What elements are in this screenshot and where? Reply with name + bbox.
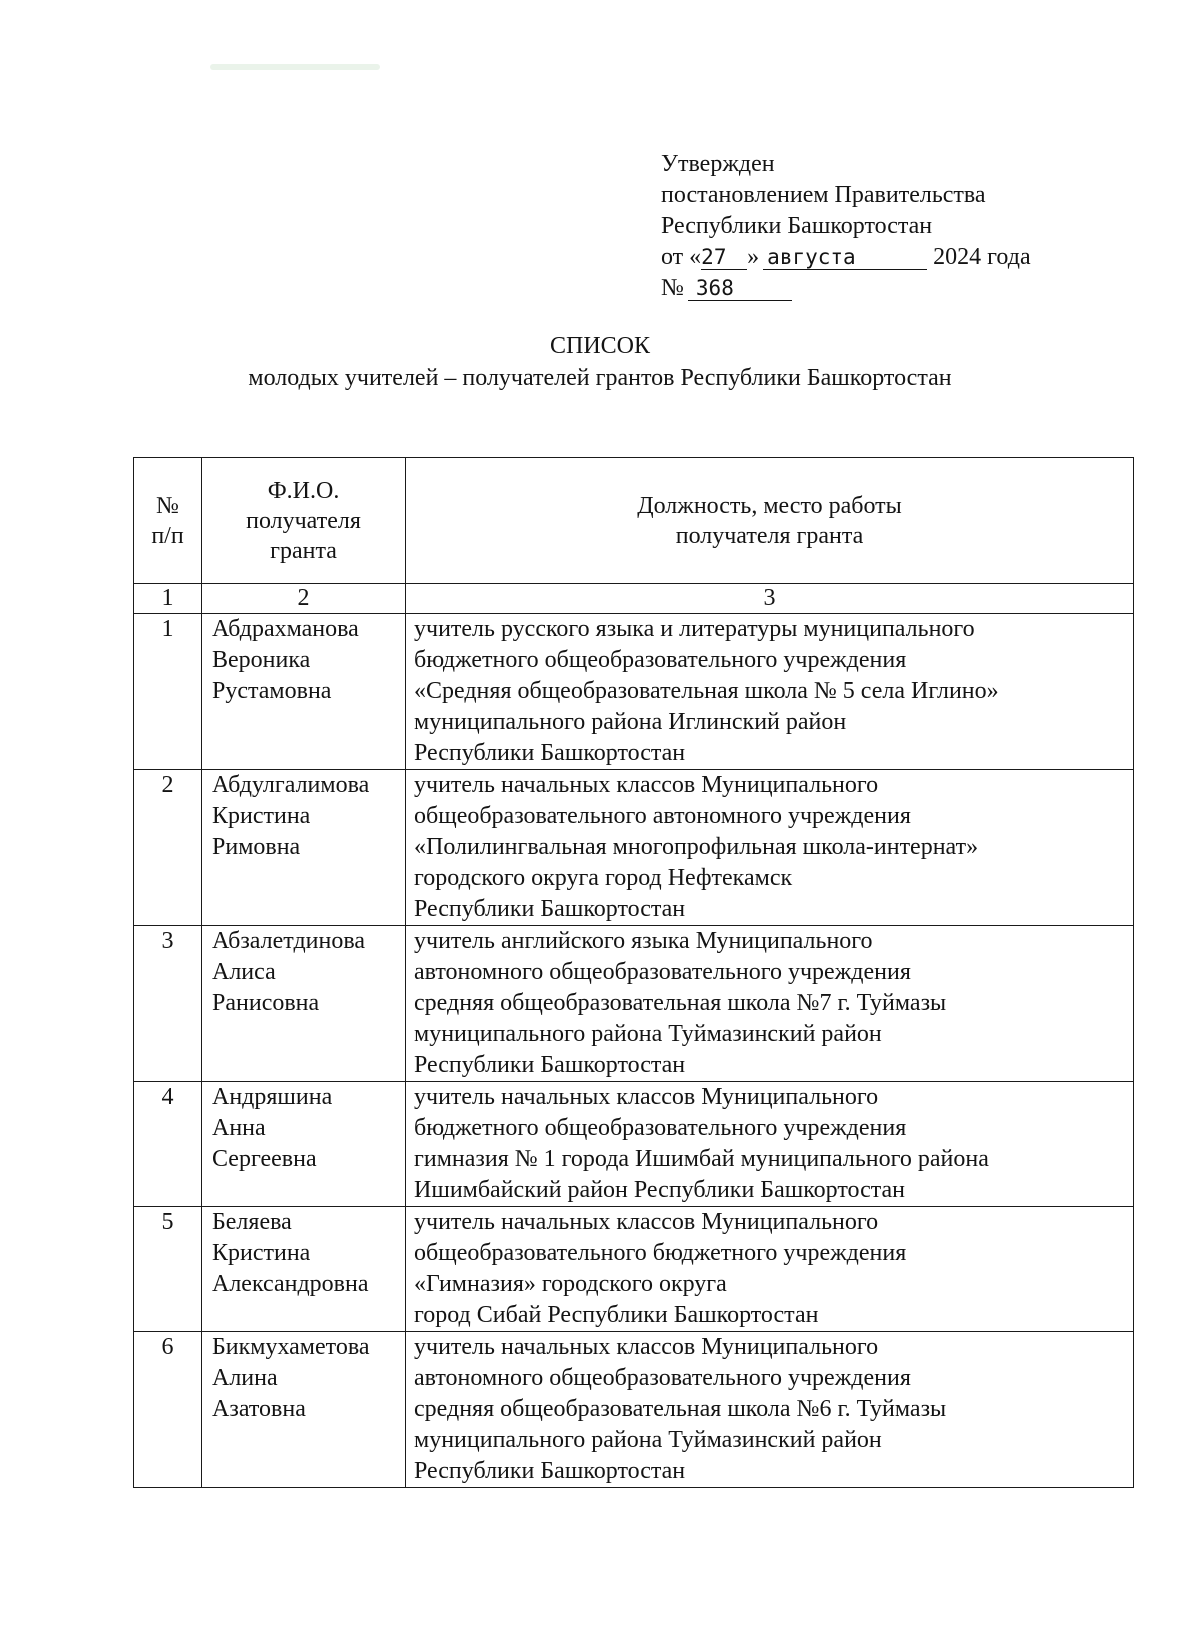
approval-date-line (661, 242, 1121, 273)
recipient-name-line: Бикмухаметова (212, 1334, 370, 1360)
approval-line-2: постановлением Правительства (661, 182, 986, 208)
row-number: 5 (134, 1207, 202, 1332)
grants-table (133, 457, 1134, 1488)
document-subtitle: молодых учителей – получателей грантов Республики Башкортостан (248, 365, 952, 391)
recipient-position (406, 770, 1134, 926)
table-row (134, 614, 1134, 770)
recipient-position (406, 1082, 1134, 1207)
recipient-position-line: «Полилингвальная многопрофильная школа-интернат» (414, 834, 979, 860)
recipient-position-line: муниципального района Туймазинский район (414, 1427, 882, 1453)
recipient-position-line: «Гимназия» городского округа (414, 1271, 727, 1297)
table-row (134, 770, 1134, 926)
recipient-position-line: Ишимбайский район Республики Башкортостан (414, 1177, 906, 1203)
recipient-name (202, 614, 406, 770)
row-number: 3 (134, 926, 202, 1082)
recipient-position (406, 926, 1134, 1082)
header-num: № п/п (134, 458, 202, 584)
row-number: 2 (134, 770, 202, 926)
row-number: 6 (134, 1332, 202, 1488)
column-index-3: 3 (406, 584, 1134, 614)
recipient-name-line: Александровна (212, 1271, 369, 1297)
approval-year: 2024 года (933, 244, 1031, 270)
recipient-position-line: муниципального района Иглинский район (414, 709, 847, 735)
recipient-position (406, 614, 1134, 770)
recipient-name-line: Абдулгалимова (212, 772, 370, 798)
approval-line-3: Республики Башкортостан (661, 213, 933, 239)
approval-number-line (661, 273, 1121, 304)
recipient-position-line: учитель начальных классов Муниципального (414, 1084, 879, 1110)
table-row (134, 1207, 1134, 1332)
date-mid: » (747, 244, 760, 270)
recipient-name-line: Беляева (212, 1209, 292, 1235)
table-row (134, 1082, 1134, 1207)
recipient-position-line: Республики Башкортостан (414, 896, 686, 922)
recipient-position-line: учитель начальных классов Муниципального (414, 1209, 879, 1235)
recipient-position-line: бюджетного общеобразовательного учреждения (414, 1115, 907, 1141)
recipient-name (202, 1207, 406, 1332)
recipient-position-line: средняя общеобразовательная школа №7 г. Туймазы (414, 990, 947, 1016)
scan-artifact (210, 64, 380, 70)
document-title: СПИСОК (549, 333, 651, 359)
recipient-position-line: учитель начальных классов Муниципального (414, 1334, 879, 1360)
table-row (134, 1332, 1134, 1488)
recipient-position-line: общеобразовательного автономного учреждения (414, 803, 911, 829)
approval-number: 368 (688, 276, 792, 301)
recipient-name-line: Рустамовна (212, 678, 332, 704)
recipient-position (406, 1207, 1134, 1332)
recipient-position-line: средняя общеобразовательная школа №6 г. Туймазы (414, 1396, 947, 1422)
recipient-position-line: городского округа город Нефтекамск (414, 865, 793, 891)
recipient-name-line: Сергеевна (212, 1146, 317, 1172)
recipient-name-line: Кристина (212, 803, 311, 829)
recipient-position-line: учитель русского языка и литературы муниципального (414, 616, 975, 642)
recipient-position-line: автономного общеобразовательного учреждения (414, 959, 911, 985)
recipient-position-line: Республики Башкортостан (414, 740, 686, 766)
recipient-position-line: город Сибай Республики Башкортостан (414, 1302, 819, 1328)
recipient-position-line: муниципального района Туймазинский район (414, 1021, 882, 1047)
recipient-name-line: Ранисовна (212, 990, 320, 1016)
header-name: Ф.И.О. получателя гранта (202, 458, 406, 584)
recipient-name-line: Абзалетдинова (212, 928, 366, 954)
recipient-name-line: Римовна (212, 834, 301, 860)
header-position: Должность, место работы получателя гранта (406, 458, 1134, 584)
column-index-row (134, 584, 1134, 614)
approval-day: 27 (701, 245, 747, 270)
recipient-name-line: Алина (212, 1365, 278, 1391)
row-number: 1 (134, 614, 202, 770)
recipient-name (202, 1082, 406, 1207)
column-index-1: 1 (134, 584, 202, 614)
recipient-position-line: гимназия № 1 города Ишимбай муниципального района (414, 1146, 989, 1172)
recipient-position-line: Республики Башкортостан (414, 1458, 686, 1484)
recipient-position-line: автономного общеобразовательного учреждения (414, 1365, 911, 1391)
approval-block (661, 149, 1121, 304)
column-index-2: 2 (202, 584, 406, 614)
row-number: 4 (134, 1082, 202, 1207)
table-header-row (134, 458, 1134, 584)
date-prefix: от « (661, 244, 702, 270)
recipient-position-line: учитель начальных классов Муниципального (414, 772, 879, 798)
recipient-name (202, 1332, 406, 1488)
recipient-name-line: Абдрахманова (212, 616, 359, 642)
recipient-position-line: «Средняя общеобразовательная школа № 5 села Иглино» (414, 678, 999, 704)
recipient-name (202, 770, 406, 926)
recipient-position-line: учитель английского языка Муниципального (414, 928, 873, 954)
recipient-name (202, 926, 406, 1082)
recipient-position-line: бюджетного общеобразовательного учреждения (414, 647, 907, 673)
recipient-name-line: Кристина (212, 1240, 311, 1266)
approval-month: августа (763, 245, 927, 270)
recipient-position-line: Республики Башкортостан (414, 1052, 686, 1078)
table-row (134, 926, 1134, 1082)
number-prefix: № (661, 275, 684, 301)
recipient-name-line: Анна (212, 1115, 266, 1141)
recipient-name-line: Вероника (212, 647, 311, 673)
recipient-name-line: Алиса (212, 959, 276, 985)
recipient-position-line: общеобразовательного бюджетного учреждения (414, 1240, 907, 1266)
recipient-name-line: Андряшина (212, 1084, 333, 1110)
recipient-name-line: Азатовна (212, 1396, 306, 1422)
approval-line-1: Утвержден (661, 151, 775, 177)
recipient-position (406, 1332, 1134, 1488)
